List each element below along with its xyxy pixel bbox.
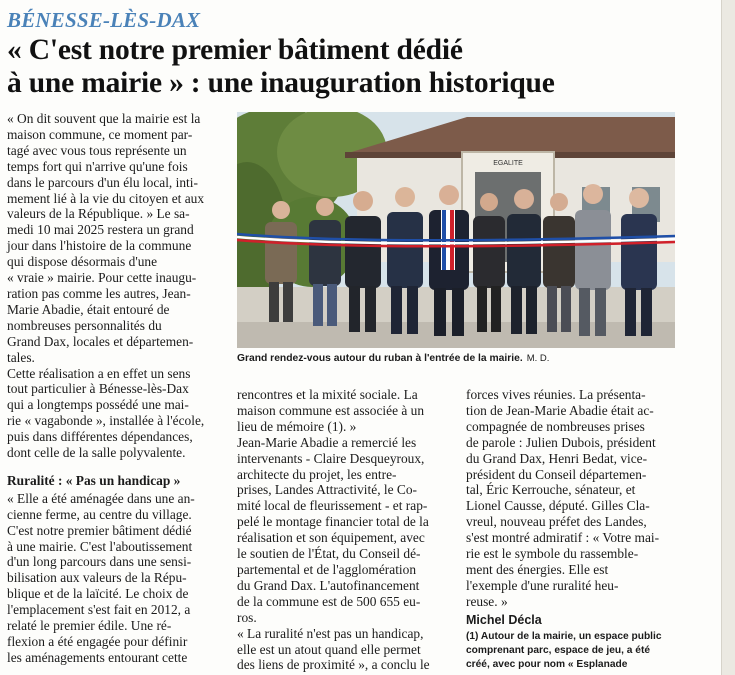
page-edge — [721, 0, 735, 675]
text-column-2 — [237, 387, 457, 673]
photo-credit: M. D. — [526, 353, 550, 364]
footnote: (1) Autour de la mairie, un espace public comprenant parc, espace de jeu, a été créé, avec pour nom « Esplanade — [466, 630, 662, 671]
photo-caption — [237, 353, 677, 364]
building-sign: EGALITE — [493, 160, 523, 167]
text-column-3 — [466, 387, 688, 672]
subhead-quote: « Pas un handicap » — [65, 472, 181, 488]
paragraph: « On dit souvent que la mairie est la maison commune, ce moment par- tagé avec vous tous représente un temps fort qui n'arrive qu'une fois dans le parcours d'un élu local, inti- mement lié à la vie du citoyen et aux valeurs de la République. » Le sa- medi 10 mai 2025 restera un grand jour dans l'histoire de la commune qui dispose désormais d'une « vraie » mairie. Pour cette inaugu- ration pas comme les autres, Jean- Marie Abadie, était entouré de nombreuses personnalités du Grand Dax, locales et départemen- tales. — [7, 111, 205, 365]
inauguration-photo — [237, 112, 675, 348]
headline-line-2: à une mairie » : une inauguration historique — [7, 67, 555, 99]
headline-line-1: « C'est notre premier bâtiment dédié — [7, 34, 463, 66]
paragraph: « Elle a été aménagée dans une an- cienne ferme, au centre du village. C'est notre premier bâtiment dédié à une mairie. C'est l'aboutissement d'un long parcours dans une sensi- bilisation aux valeurs de la Répu- blique et de la laïcité. Le choix de l'emplacement s'est fait en 2012, a relaté le premier édile. Une ré- flexion a été engagée pour définir les aménagements entourant cette — [7, 490, 195, 665]
article-kicker: BÉNESSE-LÈS-DAX — [7, 8, 201, 32]
section-subhead — [7, 473, 229, 489]
author-byline: Michel Décla — [466, 612, 542, 627]
caption-text: Grand rendez-vous autour du ruban à l'entrée de la mairie. — [237, 353, 523, 364]
subhead-label: Ruralité : — [7, 472, 66, 488]
paragraph: Cette réalisation a en effet un sens tout particulier à Bénesse-lès-Dax qui a longtemps possédé une mai- rie « vagabonde », installée à l'école, puis dans différentes dépendances, dont celle de la salle polyvalente. — [7, 365, 205, 461]
photo-illustration — [237, 112, 675, 348]
paragraph: rencontres et la mixité sociale. La maison commune est associée à un lieu de mémoire (1). » Jean-Marie Abadie a remercié les intervenants - Claire Desqueyroux, architecte du projet, les entre- prises, Landes Attractivité, le Co- mité local de fleurissement - et rap- pelé le montage financier total de la réalisation et son équipement, avec le soutien de l'État, du Conseil dé- partemental et de l'agglomération du Grand Dax. L'autofinancement de la commune est de 500 655 eu- ros. « La ruralité n'est pas un handicap, elle est un atout quand elle permet des liens de proximité », a conclu le — [237, 387, 430, 673]
text-column-1 — [7, 111, 229, 666]
paragraph: forces vives réunies. La présenta- tion de Jean-Marie Abadie était ac- compagnée de nombreuses prises de parole : Julien Dubois, président du Grand Dax, Henri Bedat, vice- président du Conseil départemen- tal, Éric Kerrouche, sénateur, et Lionel Causse, député. Gilles Cla- vreul, nouveau préfet des Landes, s'est montré admiratif : « Votre mai- rie est le symbole du rassemble- ment des énergies. Elle est l'exemple d'une ruralité heu- reuse. » — [466, 387, 660, 609]
article-headline — [7, 34, 722, 100]
